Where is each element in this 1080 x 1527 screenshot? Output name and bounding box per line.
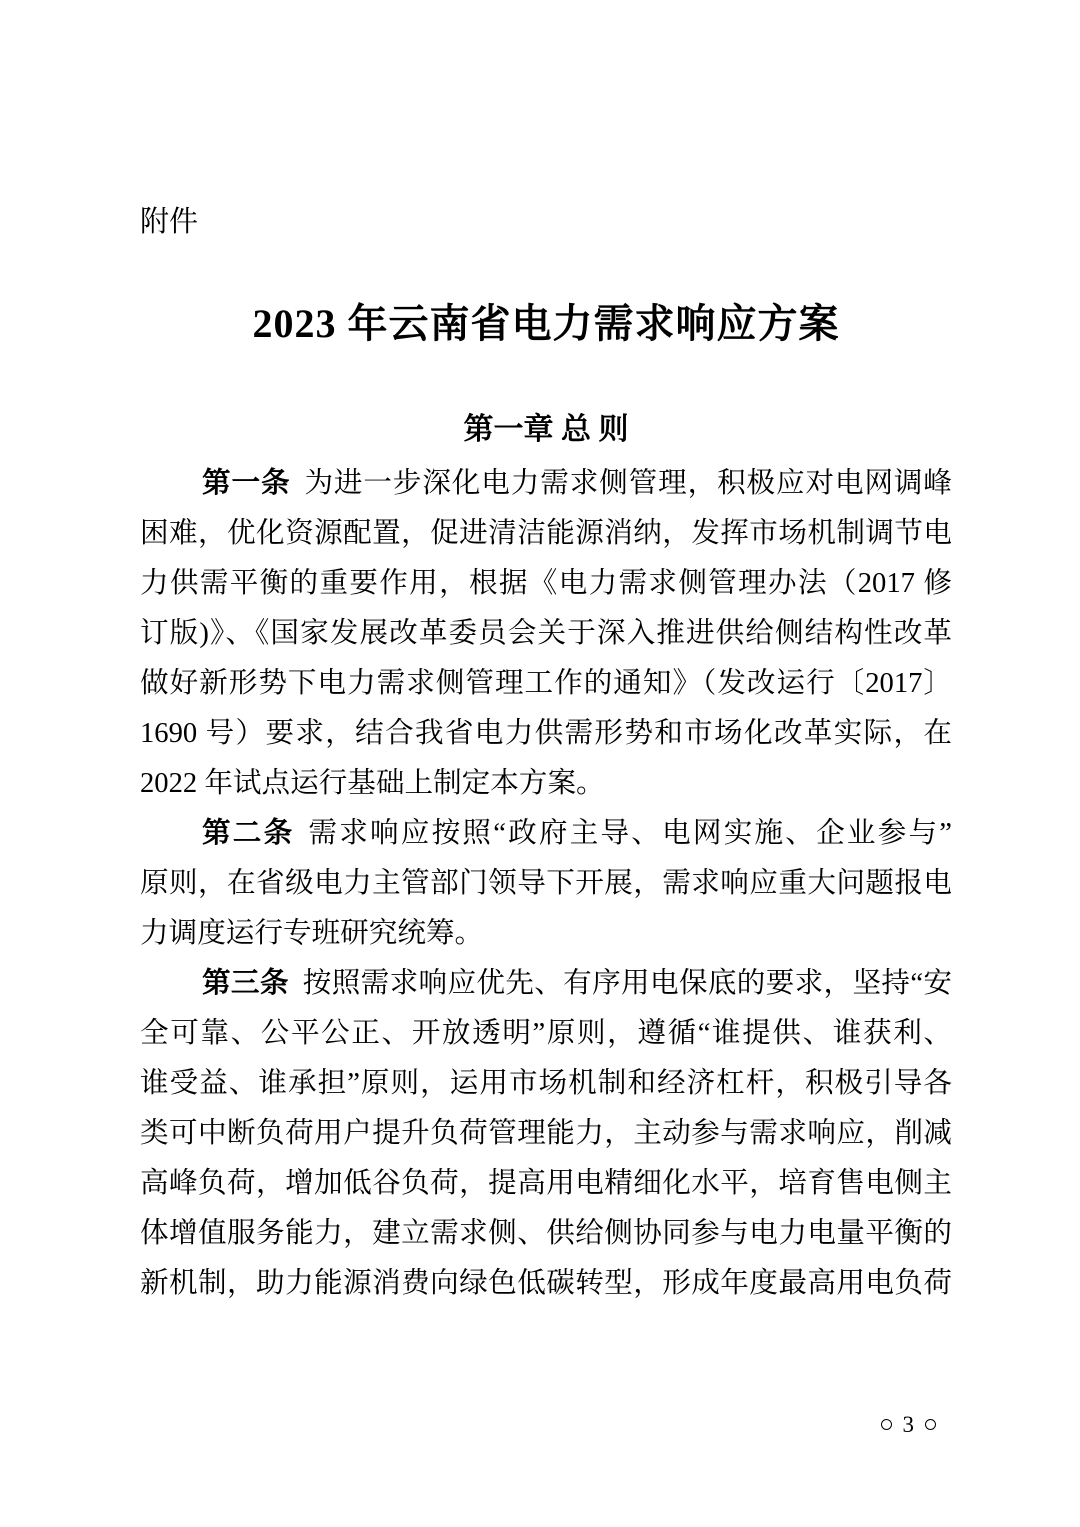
text-line bbox=[140, 459, 952, 509]
article-2 bbox=[140, 809, 952, 959]
text-line: 力供需平衡的重要作用，根据《电力需求侧管理办法（2017 修 bbox=[140, 568, 952, 599]
text-line: 全可靠、公平公正、开放透明”原则，遵循“谁提供、谁获利、 bbox=[140, 1018, 952, 1049]
article-2-lead: 第二条 bbox=[202, 818, 295, 849]
text-line: 力调度运行专班研究统筹。 bbox=[140, 918, 484, 949]
document-title: 2023 年云南省电力需求响应方案 bbox=[252, 301, 840, 346]
text-line: 新机制，助力能源消费向绿色低碳转型，形成年度最高用电负荷 bbox=[140, 1268, 952, 1299]
page-body bbox=[0, 208, 1080, 1309]
article-1-lead: 第一条 bbox=[202, 468, 291, 499]
page-number-ring-icon bbox=[925, 1419, 936, 1430]
text-line: 谁受益、谁承担”原则，运用市场机制和经济杠杆，积极引导各 bbox=[140, 1068, 952, 1099]
text-line: 困难，优化资源配置，促进清洁能源消纳，发挥市场机制调节电 bbox=[140, 518, 952, 549]
article-3 bbox=[140, 959, 952, 1309]
page-footer bbox=[881, 1410, 937, 1438]
text-line: 2022 年试点运行基础上制定本方案。 bbox=[140, 768, 605, 799]
text-run: 为进一步深化电力需求侧管理，积极应对电网调峰 bbox=[304, 468, 952, 499]
text-line bbox=[140, 959, 952, 1009]
text-line: 做好新形势下电力需求侧管理工作的通知》（发改运行〔2017〕 bbox=[140, 668, 952, 699]
text-line: 订版)》、《国家发展改革委员会关于深入推进供给侧结构性改革 bbox=[140, 618, 952, 649]
attachment-label: 附件 bbox=[140, 206, 199, 238]
page-number: 3 bbox=[902, 1411, 914, 1437]
text-line bbox=[140, 809, 952, 859]
text-line: 原则，在省级电力主管部门领导下开展，需求响应重大问题报电 bbox=[140, 868, 952, 899]
document-content bbox=[140, 459, 952, 1309]
text-line: 类可中断负荷用户提升负荷管理能力，主动参与需求响应，削减 bbox=[140, 1118, 952, 1149]
text-line: 体增值服务能力，建立需求侧、供给侧协同参与电力电量平衡的 bbox=[140, 1218, 952, 1249]
article-3-lead: 第三条 bbox=[202, 968, 289, 999]
text-run: 按照需求响应优先、有序用电保底的要求，坚持“安 bbox=[302, 968, 952, 999]
text-line: 高峰负荷，增加低谷负荷，提高用电精细化水平，培育售电侧主 bbox=[140, 1168, 952, 1199]
chapter-heading: 第一章 总 则 bbox=[463, 413, 629, 446]
text-line: 1690 号）要求，结合我省电力供需形势和市场化改革实际，在 bbox=[140, 718, 952, 749]
article-1 bbox=[140, 459, 952, 809]
page-number-ring-icon bbox=[881, 1419, 892, 1430]
text-run: 需求响应按照“政府主导、电网实施、企业参与” bbox=[308, 818, 952, 849]
